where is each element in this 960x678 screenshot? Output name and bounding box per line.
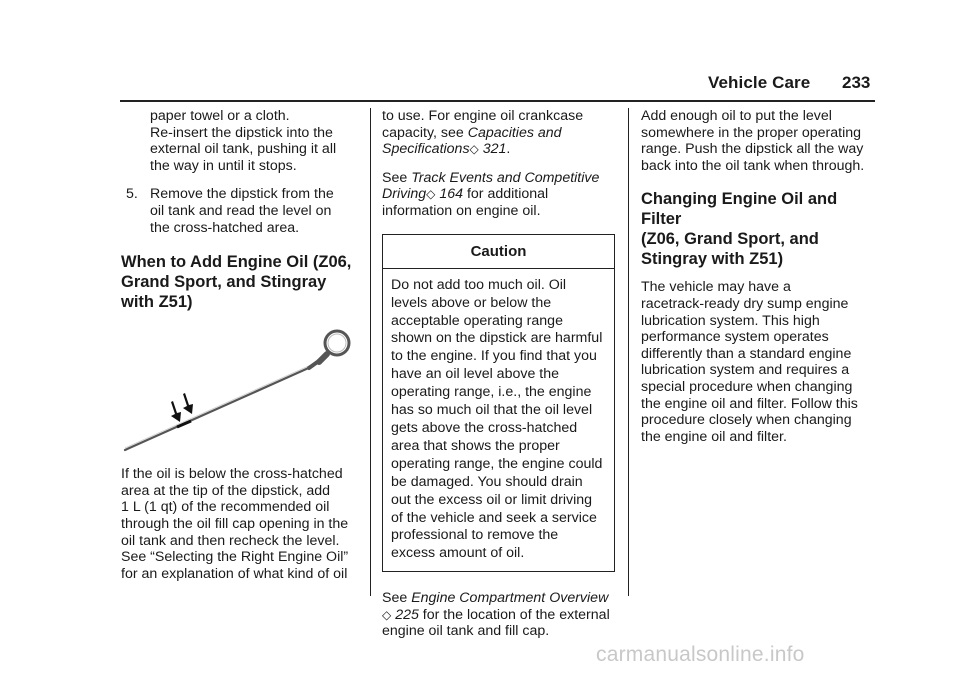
page-number: 233 <box>842 73 871 92</box>
page-reference-icon: ◇ <box>469 142 479 157</box>
column-3 <box>641 108 877 445</box>
watermark: carmanualsonline.info <box>596 643 805 666</box>
capacity-paragraph <box>382 108 618 158</box>
caution-text: Do not add too much oil. Oil levels above or below the acceptable operating range shown on the dipstick are harmful to the engine. If you find that you have an oil level above the operating range, i.e., the engine has so much oil that the oil level gets above the cross-hatched area that shows the proper operating range, the engine could be damaged. You should drain out the excess oil or limit driving of the vehicle and seek a service professional to remove the excess amount of oil. <box>391 276 603 562</box>
dry-sump-paragraph: The vehicle may have a racetrack-ready dry sump engine lubrication system. This high performance system operates differently than a standard engine lubrication system and requires a special procedure when changing the engine oil and filter. Follow this procedure closely when changing the engine oil and filter. <box>641 279 858 445</box>
paragraph-text: for additional information on engine oil. <box>382 186 549 219</box>
section-heading-changing-oil: Changing Engine Oil and Filter (Z06, Grand Sport, and Stingray with Z51) <box>641 190 838 269</box>
paragraph-text: See <box>382 169 412 186</box>
page-reference-icon: ◇ <box>382 607 392 622</box>
column-divider-2 <box>628 108 629 596</box>
step-5 <box>121 186 357 236</box>
paragraph-text: See <box>382 590 412 607</box>
capacities-link[interactable]: Capacities and Specifications <box>382 124 562 158</box>
column-1 <box>121 108 357 582</box>
engine-compartment-page-ref[interactable]: 225 <box>395 606 419 623</box>
capacities-page-ref[interactable]: 321 <box>482 141 507 158</box>
column-2 <box>382 108 618 654</box>
page-reference-icon: ◇ <box>426 187 436 202</box>
track-events-link[interactable]: Track Events and Competitive Driving <box>382 169 600 203</box>
oil-below-paragraph: If the oil is below the cross-hatched area at the tip of the dipstick, add 1 L (1 qt) of the recommended oil through the oil fill cap opening in the oil tank and then recheck the level. See “Selecting the Right Engine Oil” for an explanation of what kind of oil <box>121 466 349 582</box>
header-divider <box>120 100 875 102</box>
track-events-page-ref[interactable]: 164 <box>439 186 464 203</box>
paragraph-text: to use. For engine oil crankcase capacity, see <box>382 108 584 141</box>
step-number: 5. <box>126 186 138 203</box>
add-oil-paragraph: Add enough oil to put the level somewhere in the proper operating range. Push the dipstick all the way back into the oil tank when through. <box>641 108 865 174</box>
engine-compartment-paragraph <box>382 590 618 640</box>
section-title: Vehicle Care <box>708 73 811 92</box>
caution-box <box>382 234 615 573</box>
step-text: Remove the dipstick from the oil tank and read the level on the cross-hatched area. <box>150 186 334 236</box>
column-divider-1 <box>370 108 371 596</box>
continued-step-text: paper towel or a cloth. Re-insert the dipstick into the external oil tank, pushing it all the way in until it stops. <box>150 108 337 174</box>
track-events-paragraph <box>382 170 618 220</box>
engine-compartment-link[interactable]: Engine Compartment Overview <box>411 590 609 607</box>
paragraph-text: for the location of the external engine oil tank and fill cap. <box>382 606 610 640</box>
caution-title: Caution <box>383 235 614 269</box>
section-heading-when-to-add: When to Add Engine Oil (Z06, Grand Sport, and Stingray with Z51) <box>121 253 352 312</box>
paragraph-text: . <box>506 141 511 158</box>
dipstick-illustration <box>117 324 357 454</box>
